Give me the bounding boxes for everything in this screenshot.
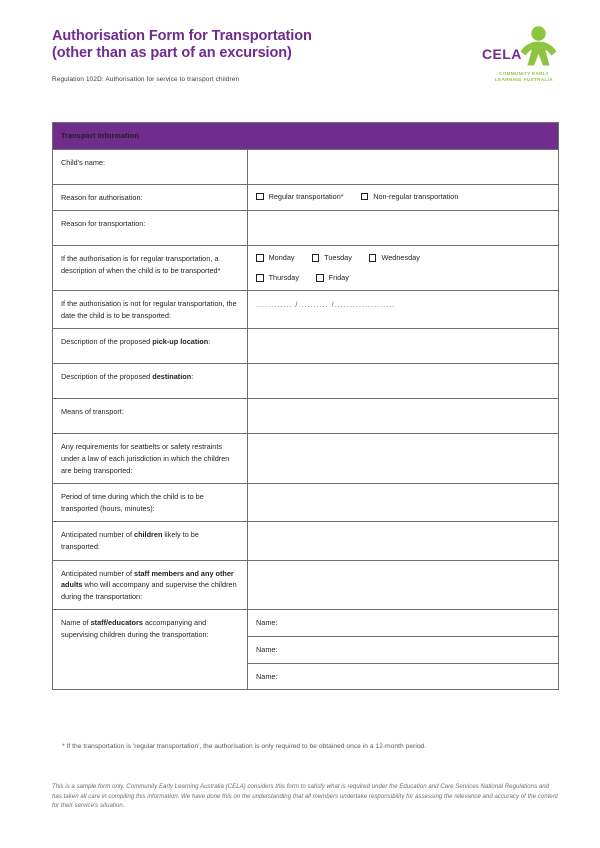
- row-label-pickup-location: [53, 329, 248, 364]
- checkbox-item-tuesday[interactable]: [312, 253, 352, 263]
- checkbox-icon[interactable]: [256, 254, 264, 262]
- table-header-title: Transport Information: [53, 123, 559, 150]
- row-label-number-of-children-text: Anticipated number of children likely to be transported:: [61, 530, 199, 551]
- table-row: [53, 149, 559, 184]
- row-label-pickup-location-text: Description of the proposed pick-up location:: [61, 337, 211, 347]
- person-figure-icon: [518, 26, 562, 66]
- field-means-of-transport[interactable]: [248, 399, 559, 434]
- checkbox-label: Friday: [328, 273, 349, 283]
- transport-information-table: [52, 122, 559, 690]
- checkbox-icon[interactable]: [256, 274, 264, 282]
- checkbox-label: Monday: [268, 253, 295, 263]
- checkbox-label: Thursday: [268, 273, 300, 283]
- table-row: [53, 484, 559, 522]
- field-period-of-time[interactable]: [248, 484, 559, 522]
- row-label-staff-educator-names: [53, 610, 248, 690]
- document-header: [52, 28, 452, 84]
- field-reason-for-authorisation: [248, 184, 559, 211]
- logo-wordmark: CELA: [482, 46, 522, 62]
- field-pickup-location[interactable]: [248, 329, 559, 364]
- checkbox-label: Tuesday: [324, 253, 352, 263]
- table-row: [53, 364, 559, 399]
- logo-mark: [480, 26, 562, 70]
- cela-logo: [480, 26, 562, 88]
- table-row: [53, 434, 559, 484]
- logo-tagline-line-1: COMMUNITY EARLY: [499, 71, 549, 76]
- row-label-means-of-transport: Means of transport:: [53, 399, 248, 434]
- field-staff-name-2[interactable]: [248, 636, 559, 663]
- checkbox-group: [256, 192, 550, 202]
- logo-tagline-line-2: LEARNING AUSTRALIA: [495, 77, 553, 83]
- row-label-number-of-staff: [53, 560, 248, 610]
- field-seatbelt-requirements[interactable]: [248, 434, 559, 484]
- table-row: [53, 329, 559, 364]
- checkbox-icon[interactable]: [361, 193, 369, 201]
- field-staff-name-3[interactable]: [248, 663, 559, 690]
- checkbox-item-friday[interactable]: [316, 273, 349, 283]
- field-number-of-children[interactable]: [248, 522, 559, 560]
- checkbox-group-row-1: [256, 253, 550, 263]
- field-number-of-staff[interactable]: [248, 560, 559, 610]
- checkbox-item[interactable]: [256, 192, 344, 202]
- row-label-reason-for-transportation: Reason for transportation:: [53, 211, 248, 246]
- title-line-1: Authorisation Form for Transportation: [52, 28, 312, 44]
- row-label-seatbelt-requirements: Any requirements for seatbelts or safety restraints under a law of each jurisdiction in which the children are being transported:: [53, 434, 248, 484]
- field-destination[interactable]: [248, 364, 559, 399]
- checkbox-item-thursday[interactable]: [256, 273, 299, 283]
- checkbox-icon[interactable]: [312, 254, 320, 262]
- row-label-reason-for-authorisation: Reason for authorisation:: [53, 184, 248, 211]
- table-row: [53, 522, 559, 560]
- field-regular-transport-days: [248, 246, 559, 291]
- field-childs-name[interactable]: [248, 149, 559, 184]
- checkbox-label: Non-regular transportation: [373, 191, 459, 201]
- checkbox-icon[interactable]: [316, 274, 324, 282]
- table-row: [53, 211, 559, 246]
- table-row: [53, 560, 559, 610]
- row-label-number-of-children: [53, 522, 248, 560]
- row-label-childs-name: Child's name:: [53, 149, 248, 184]
- table-row: [53, 246, 559, 291]
- checkbox-label: Wednesday: [381, 253, 420, 263]
- table-row: [53, 291, 559, 329]
- disclaimer: This is a sample form only. Community Early Learning Australia (CELA) considers this form to satisfy what is required under the Education and Care Services National Regulations and has taken all care in compiling this information. We have done this on the understanding that all members undertake responsibility for assessing the relevance and accuracy of the content for their service's situation.: [52, 783, 558, 810]
- logo-tagline: [486, 71, 562, 83]
- checkbox-item-wednesday[interactable]: [369, 253, 420, 263]
- table-header-row: [53, 123, 559, 150]
- checkbox-group-row-2: [256, 273, 550, 283]
- table-row: [53, 184, 559, 211]
- row-label-number-of-staff-text: Anticipated number of staff members and any other adults who will accompany and supervise the children during the transportation:: [61, 568, 237, 601]
- page-title: [52, 28, 452, 62]
- checkbox-item-monday[interactable]: [256, 253, 295, 263]
- row-label-staff-educator-names-text: Name of staff/educators accompanying and supervising children during the transportation:: [61, 618, 209, 639]
- regulation-subtitle: Regulation 102D: Authorisation for service to transport children: [52, 76, 240, 83]
- field-reason-for-transportation[interactable]: [248, 211, 559, 246]
- checkbox-icon[interactable]: [256, 193, 264, 201]
- name-label-2: Name:: [256, 644, 278, 654]
- date-input-line[interactable]: ............ /.......... /....................: [256, 300, 396, 310]
- row-label-non-regular-date: If the authorisation is not for regular transportation, the date the child is to be transported:: [53, 291, 248, 329]
- field-non-regular-date[interactable]: [248, 291, 559, 329]
- checkbox-label: Regular transportation*: [268, 191, 344, 201]
- row-label-regular-transport-days: If the authorisation is for regular transportation, a description of when the child is to be transported*: [53, 246, 248, 291]
- name-label-1: Name:: [256, 618, 278, 628]
- row-label-period-of-time: Period of time during which the child is to be transported (hours, minutes):: [53, 484, 248, 522]
- name-label-3: Name:: [256, 671, 278, 681]
- title-line-2: (other than as part of an excursion): [52, 45, 292, 61]
- table-row: [53, 610, 559, 637]
- checkbox-item[interactable]: [361, 192, 459, 202]
- field-staff-name-1[interactable]: [248, 610, 559, 637]
- checkbox-icon[interactable]: [369, 254, 377, 262]
- row-label-destination: [53, 364, 248, 399]
- table-row: [53, 399, 559, 434]
- footnote: * If the transportation is 'regular transportation', the authorisation is only required to be obtained once in a 12-month period.: [62, 743, 427, 750]
- row-label-destination-text: Description of the proposed destination:: [61, 372, 194, 382]
